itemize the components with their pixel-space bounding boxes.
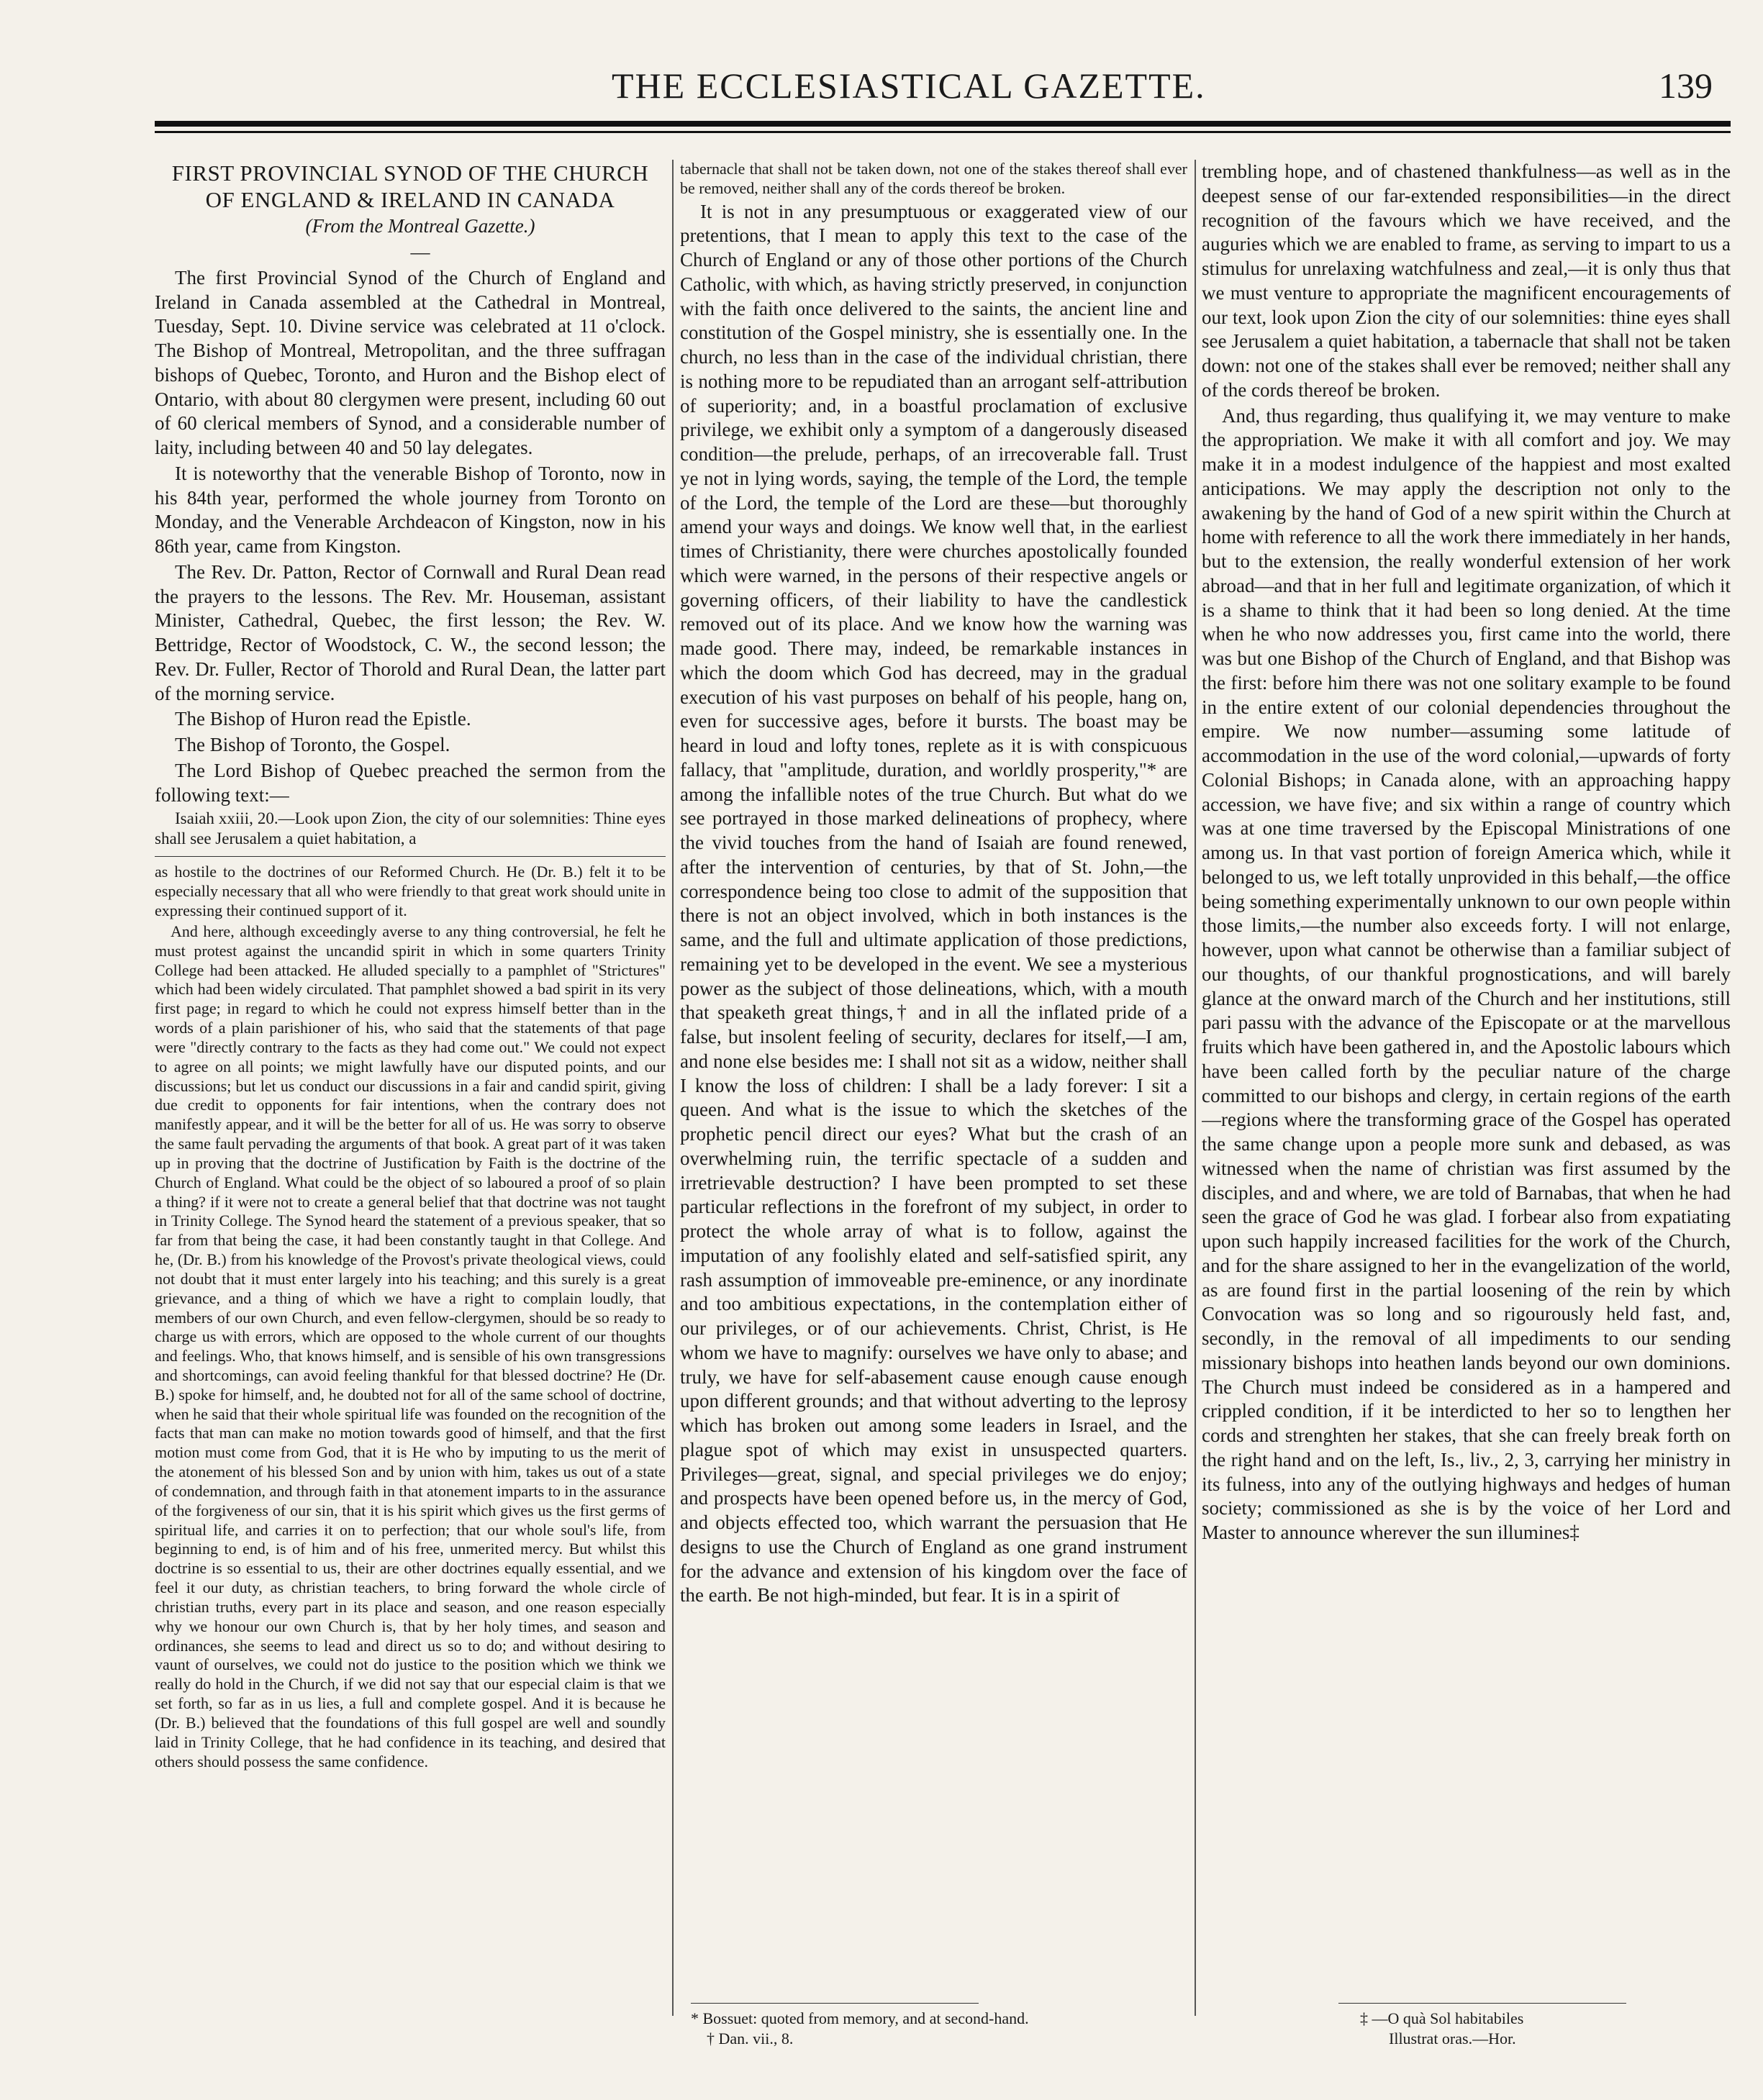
paragraph: It is noteworthy that the venerable Bishop of Toronto, now in his 84th year, performed the whole journey from Toronto on Monday, and the Venerable Archdeacon of Kingston, now in his 86th year, came from Kingston. xyxy=(155,462,666,558)
paragraph: And here, although exceedingly averse to any thing controversial, he felt he must protest against the uncandid spirit in which in some quarters Trinity College had been attacked. He alluded specially to a pamphlet of "Strictures" which had been widely circulated. That pamphlet showed a bad spirit in its very first page; in regard to which he could not express himself better than in the words of a plain parishioner of his, who said that the statements of that page were "directly contrary to the facts as they had come out." We could not expect to agree on all points; we might lawfully have our disputed points, and our discussions; but let us conduct our discussions in a fair and candid spirit, giving due credit to opponents for fair intentions, when the contrary does not manifestly appear, and it will be the better for all of us. He was sorry to observe the same fault pervading the arguments of that book. A great part of it was taken up in proving that the doctrine of Justification by Faith is the doctrine of the Church of England. What could be the object of so laboured a proof of so plain a thing? if it were not to create a general belief that that doctrine was not taught in Trinity College. The Synod heard the statement of a previous speaker, that so far from that being the case, it had been constantly taught in that College. And he, (Dr. B.) from his knowledge of the Provost's private theological views, could not doubt that it must enter largely into his teaching; and this surely is a great grievance, and a thing of which we have a right to complain loudly, that members of our own Church, and even fellow-clergymen, should be so ready to charge us with errors, which are opposed to the whole current of our thoughts and feelings. Who, that knows himself, and is sensible of his own transgressions and shortcomings, can avoid feeling thankful for that blessed doctrine? He (Dr. B.) spoke for himself, and, he doubted not for all of the same school of doctrine, when he said that their whole spiritual life was founded on the recognition of the facts that man can make no motion towards good of himself, and that the first motion must come from God, that it is He who by imputing to us the merit of the atonement of his blessed Son and by union with him, takes us out of a state of condemnation, and through faith in that atonement imparts to in the assurance of the forgiveness of our sin, that it is his spirit which gives us the first germs of spiritual life, and carries it on to perfection; that our whole soul's life, from beginning to end, is of him and of his free, unmerited mercy. But whilst this doctrine is so essential to us, their are other doctrines equally essential, and we feel it our duty, as christian teachers, to bring forward the whole circle of christian truths, every part in its place and season, and one reason especially why we honour our own Church is, that by her holy times, and season and ordinances, she seems to lead and direct us so to do; and without desiring to vaunt of ourselves, we could not do justice to the position which we think we really do hold in the Church, if we did not say that our especial claim is that we set forth, so far as in us lies, a full and complete gospel. And it is because he (Dr. B.) believed that the foundations of this full gospel are well and soundly laid in Trinity College, that he had confidence in its teaching, and desired that others should possess the same confidence. xyxy=(155,922,666,1771)
article-headline: FIRST PROVINCIAL SYNOD OF THE CHURCH OF ENGLAND & IRELAND IN CANADA xyxy=(171,160,649,213)
paragraph: The Bishop of Huron read the Epistle. xyxy=(175,708,471,730)
footnote-rule xyxy=(1338,2003,1626,2004)
header-rule-thin xyxy=(155,131,1731,133)
running-head xyxy=(151,65,1720,108)
footnote: ‡ —O quà Sol habitabiles xyxy=(1360,2009,1524,2027)
header-rule-thick xyxy=(155,121,1731,127)
paragraph: The Lord Bishop of Quebec preached the sermon from the following text:— xyxy=(155,759,666,806)
section-rule xyxy=(155,856,666,857)
paragraph: And, thus regarding, thus qualifying it, we may venture to make the appropriation. We make it with all comfort and joy. We may make it in a modest indulgence of the happiest and most exalted anticipations. We may apply the description not only to the awakening by the hand of God of a new spirit within the Church at home with reference to all the work there immediately in her hands, but to the extension, the really wonderful extension of her work abroad—and that in her full and legitimate organization, of which it is a shame to think that it had been so long denied. At the time when he who now addresses you, first came into the world, there was but one Bishop of the Church of England, and that Bishop was the first: before him there was not one solitary example to be found in the entire extent of our colonial dependencies throughout the empire. We now number—assuming some latitude of accommodation in the use of the word colonial,—upwards of forty Colonial Bishops; in Canada alone, with an approaching happy accession, we have five; and six within a range of country which was at one time traversed by the Episcopal Ministrations of one among us. In that vast portion of foreign America which, while it belonged to us, we left totally unprovided in this behalf,—the office being something experimentally unknown to our own people within those limits,—the number also exceeds forty. I will not enlarge, however, upon what cannot be otherwise than a familiar subject of our thoughts, of our thankful prognostications, and will barely glance at the onward march of the Church and her institutions, still pari passu with the advance of the Episcopate or at the marvellous fruits which have been gathered in, and the Apostolic labours which have been called forth by the peculiar nature of the charge committed to our bishops and clergy, in certain regions of the earth—regions where the transforming grace of the Gospel has operated the same change upon a people more sunk and debased, as was witnessed when the name of christian was first assumed by the disciples, and and where, we are told of Barnabas, that when he had seen the grace of God he was glad. I forbear also from expatiating upon such happily increased facilities for the work of the Church, and for the share assigned to her in the evangelization of the world, as are found first in the partial loosening of the rein by which Convocation was so long and so rigourously held fast, and, secondly, in the removal of all impediments to our sending missionary bishops into heathen lands beyond our own dominions. The Church must indeed be considered as in a hampered and crippled condition, if it be interdicted to her so to lengthen her cords and strenghten her stakes, that she can freely break forth on the right hand and on the left, Is., liv., 2, 3, carrying her ministry in its fulness, into any of the outlying highways and hedges of human society; commissioned as she is by the voice of her Lord and Master to announce wherever the sun illumines‡ xyxy=(1202,404,1731,1543)
scripture-text: Isaiah xxiii, 20.—Look upon Zion, the city of our solemnities: Thine eyes shall see Jerusalem a quiet habitation, a xyxy=(155,809,666,848)
paragraph: The Bishop of Toronto, the Gospel. xyxy=(175,734,450,756)
footnotes-col2 xyxy=(691,2009,1180,2048)
paragraph: as hostile to the doctrines of our Reformed Church. He (Dr. B.) felt it to be especially necessary that all who were friendly to that great work should unite in expressing their continued support of it. xyxy=(155,863,666,920)
continued-report xyxy=(155,863,666,1771)
paragraph: trembling hope, and of chastened thankfulness—as well as in the deepest sense of our far-extended responsibilities—in the direct recognition of the favours which we have received, and the auguries which we are enabled to frame, as serving to impart to us a stimulus for unrelaxing watchfulness and zeal,—it is only thus that we must venture to appropriate the magnificent encouragements of our text, look upon Zion the city of our solemnities: thine eyes shall see Jerusalem a quiet habitation, a tabernacle that shall not be taken down: not one of the stakes shall ever be removed; neither shall any of the cords thereof be broken. xyxy=(1202,160,1731,401)
page-number: 139 xyxy=(1659,65,1713,106)
paragraph: It is not in any presumptuous or exaggerated view of our pretentions, that I mean to apply this text to the case of the Church of England or any of those other portions of the Church Catholic, with which, as having strictly preserved, in conjunction with the faith once delivered to the saints, the ancient line and constitution of the Gospel ministry, she is essentially one. In the church, no less than in the case of the individual christian, there is nothing more to be repudiated than an arrogant self-attribution of superiority; and, in a boastful proclamation of exclusive privilege, we exhibit only a symptom of a dangerously diseased condition—the prelude, perhaps, of an irrecoverable fall. Trust ye not in lying words, saying, the temple of the Lord, the temple of the Lord, the temple of the Lord are these—but thoroughly amend your ways and doings. We know well that, in the earliest times of Christianity, there were churches apostolically founded which were warned, in the persons of their respective angels or governing officers, of their liability to have the candlestick removed out of its place. And we know how the warning was made good. There may, indeed, be remarkable instances in which the doom which God has decreed, may in the gradual execution of his vast purposes on behalf of his people, hang on, even for successive ages, before it bursts. The boast may be heard in loud and lofty tones, replete as it is with conspicuous fallacy, that "amplitude, duration, and worldly prosperity,"* are among the infallible notes of the true Church. But what do we see portrayed in those marked delineations of prophecy, where the vivid touches from the hand of Isaiah are found renewed, after the intervention of centuries, by that of St. John,—the correspondence being too close to admit of the supposition that there is not an object involved, which in both instances is the same, and the full and ultimate application of those predictions, remaining yet to be developed in the event. We see a mysterious power as the subject of those delineations, which, with a mouth that speaketh great things,† and in all the inflated pride of a false, but insolent feeling of security, declares for itself,—I am, and none else besides me: I shall not sit as a widow, neither shall I know the loss of children: I shall be a lady forever: I sit a queen. And what is the issue to which the sketches of the prophetic pencil direct our eyes? What but the crash of an overwhelming ruin, the terrific spectacle of a sudden and irretrievable destruction? I have been prompted to set these particular reflections in the forefront of my subject, in order to protect the whole array of what is to follow, against the imputation of any foolishly elated and self-satisfied spirit, any rash assumption of immoveable pre-eminence, or any inordinate and too ambitious expectations, in the contemplation either of our privileges, or of our achievements. Christ, Christ, is He whom we have to magnify: ourselves we have only to abase; and truly, we have for self-abasement cause enough cause enough upon different grounds; and that without adverting to the leprosy which has broken out among some leaders in Israel, and the plague spot of which may exist in unsuspected quarters. Privileges—great, signal, and special privileges we do enjoy; and prospects have been opened before us, in the mercy of God, and objects effected too, which warrant the persuasion that He designs to use the Church of England as one grand instrument for the advance and extension of his kingdom over the face of the earth. Be not high-minded, but fear. It is in a spirit of xyxy=(680,200,1187,1606)
scripture-continuation: tabernacle that shall not be taken down, not one of the stakes thereof shall ever be removed, neither shall any of the cords thereof be broken. xyxy=(680,160,1187,197)
footnote-rule xyxy=(691,2003,979,2004)
column-2 xyxy=(680,160,1187,2001)
column-divider xyxy=(1195,160,1196,2016)
footnotes-col3 xyxy=(1360,2009,1720,2048)
article-source: (From the Montreal Gazette.) xyxy=(305,215,535,237)
footnote: Illustrat oras.—Hor. xyxy=(1389,2029,1516,2047)
column-1 xyxy=(155,160,666,2001)
paragraph: The Rev. Dr. Patton, Rector of Cornwall and Rural Dean read the prayers to the lessons. The Rev. Mr. Houseman, assistant Minister, Cathedral, Quebec, the first lesson; the Rev. W. Bettridge, Rector of Woodstock, C. W., the second lesson; the Rev. Dr. Fuller, Rector of Thorold and Rural Dean, the latter part of the morning service. xyxy=(155,560,666,704)
paragraph: The first Provincial Synod of the Church of England and Ireland in Canada assembled at the Cathedral in Montreal, Tuesday, Sept. 10. Divine service was celebrated at 11 o'clock. The Bishop of Montreal, Metropolitan, and the three suffragan bishops of Quebec, Toronto, and Huron and the Bishop elect of Ontario, with about 80 clergymen were present, including 60 out of 60 clerical members of Synod, and a considerable number of laity, including between 40 and 50 lay delegates. xyxy=(155,266,666,459)
column-divider xyxy=(672,160,674,2016)
dash-separator: — xyxy=(410,241,430,263)
publication-title: THE ECCLESIASTICAL GAZETTE. xyxy=(612,65,1206,106)
footnote: * Bossuet: quoted from memory, and at second-hand. xyxy=(691,2009,1029,2027)
footnote: † Dan. vii., 8. xyxy=(707,2029,794,2047)
column-3 xyxy=(1202,160,1731,2001)
